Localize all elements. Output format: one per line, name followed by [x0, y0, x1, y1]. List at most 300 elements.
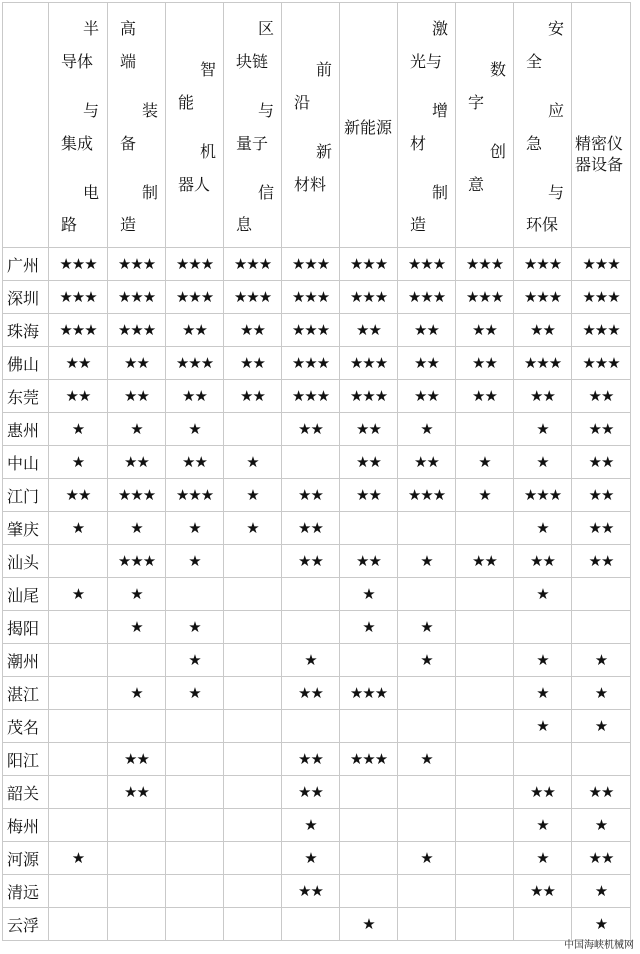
- table-row: [3, 248, 631, 281]
- rating-cell-precision-instruments: ★★★: [572, 248, 631, 281]
- header-text-segment: 信: [258, 183, 275, 202]
- rating-cell-digital-creative: [456, 578, 514, 611]
- rating-cell-digital-creative: ★★★: [456, 281, 514, 314]
- table-row: [3, 743, 631, 776]
- header-precision-instruments: [572, 3, 631, 248]
- city-name: 肇庆: [3, 512, 49, 545]
- rating-cell-new-energy: ★★★: [340, 677, 398, 710]
- rating-cell-new-energy: ★★★: [340, 248, 398, 281]
- rating-cell-laser-additive: [398, 677, 456, 710]
- table-row: [3, 413, 631, 446]
- rating-cell-laser-additive: ★: [398, 743, 456, 776]
- rating-cell-high-end-equipment: ★: [108, 578, 166, 611]
- rating-cell-safety-emergency-env: ★★: [514, 776, 572, 809]
- table-row: [3, 875, 631, 908]
- rating-cell-digital-creative: [456, 644, 514, 677]
- rating-cell-laser-additive: ★★: [398, 314, 456, 347]
- rating-cell-digital-creative: ★: [456, 446, 514, 479]
- rating-cell-new-energy: ★★: [340, 413, 398, 446]
- rating-cell-safety-emergency-env: ★: [514, 512, 572, 545]
- rating-cell-blockchain-quantum: [224, 413, 282, 446]
- rating-cell-new-energy: ★: [340, 611, 398, 644]
- city-name: 广州: [3, 248, 49, 281]
- rating-cell-laser-additive: [398, 908, 456, 941]
- table-row: [3, 446, 631, 479]
- header-text-segment: 前: [316, 60, 333, 79]
- table-row: [3, 314, 631, 347]
- rating-cell-advanced-materials: ★★: [282, 479, 340, 512]
- rating-cell-blockchain-quantum: [224, 545, 282, 578]
- rating-cell-laser-additive: ★★: [398, 446, 456, 479]
- rating-cell-high-end-equipment: [108, 908, 166, 941]
- rating-cell-precision-instruments: ★: [572, 809, 631, 842]
- rating-cell-laser-additive: ★★★: [398, 248, 456, 281]
- rating-cell-new-energy: [340, 710, 398, 743]
- rating-cell-new-energy: [340, 776, 398, 809]
- city-name: 清远: [3, 875, 49, 908]
- rating-cell-smart-robot: ★★★: [166, 347, 224, 380]
- header-row: [3, 3, 631, 248]
- rating-cell-new-energy: ★: [340, 908, 398, 941]
- header-high-end-equipment: [108, 3, 166, 248]
- table-row: [3, 512, 631, 545]
- rating-cell-semiconductor-ic: [49, 743, 108, 776]
- rating-cell-safety-emergency-env: ★: [514, 710, 572, 743]
- rating-cell-precision-instruments: ★★★: [572, 281, 631, 314]
- header-text-segment: 材: [410, 134, 427, 153]
- rating-cell-smart-robot: [166, 743, 224, 776]
- rating-cell-advanced-materials: [282, 578, 340, 611]
- city-name: 汕尾: [3, 578, 49, 611]
- rating-cell-digital-creative: ★: [456, 479, 514, 512]
- rating-cell-high-end-equipment: ★: [108, 611, 166, 644]
- rating-cell-precision-instruments: ★: [572, 644, 631, 677]
- rating-cell-laser-additive: ★: [398, 644, 456, 677]
- rating-cell-semiconductor-ic: ★★: [49, 347, 108, 380]
- rating-cell-digital-creative: [456, 842, 514, 875]
- rating-cell-digital-creative: ★★: [456, 347, 514, 380]
- rating-cell-safety-emergency-env: ★: [514, 446, 572, 479]
- header-text-segment: 量子: [236, 134, 269, 153]
- rating-cell-blockchain-quantum: [224, 578, 282, 611]
- rating-cell-semiconductor-ic: ★: [49, 446, 108, 479]
- rating-cell-precision-instruments: ★★: [572, 842, 631, 875]
- header-text-segment: 装: [142, 101, 159, 120]
- rating-cell-laser-additive: ★: [398, 545, 456, 578]
- header-text-segment: 集成: [61, 134, 94, 153]
- rating-cell-safety-emergency-env: ★: [514, 842, 572, 875]
- rating-cell-semiconductor-ic: [49, 710, 108, 743]
- city-name: 深圳: [3, 281, 49, 314]
- table-row: [3, 281, 631, 314]
- rating-cell-safety-emergency-env: ★★: [514, 314, 572, 347]
- city-name: 佛山: [3, 347, 49, 380]
- table-row: [3, 809, 631, 842]
- rating-cell-laser-additive: ★★: [398, 347, 456, 380]
- rating-cell-advanced-materials: ★★: [282, 875, 340, 908]
- city-name: 河源: [3, 842, 49, 875]
- rating-cell-blockchain-quantum: ★★★: [224, 281, 282, 314]
- rating-cell-precision-instruments: ★: [572, 710, 631, 743]
- rating-cell-smart-robot: ★★★: [166, 281, 224, 314]
- rating-cell-semiconductor-ic: ★: [49, 578, 108, 611]
- city-name: 东莞: [3, 380, 49, 413]
- rating-cell-advanced-materials: [282, 446, 340, 479]
- city-name: 湛江: [3, 677, 49, 710]
- header-corner-cell: [3, 3, 49, 248]
- rating-cell-blockchain-quantum: ★★: [224, 380, 282, 413]
- rating-cell-high-end-equipment: ★★: [108, 776, 166, 809]
- header-text-segment: 沿: [294, 93, 311, 112]
- rating-cell-digital-creative: [456, 809, 514, 842]
- rating-cell-high-end-equipment: [108, 809, 166, 842]
- table-row: [3, 776, 631, 809]
- rating-cell-high-end-equipment: ★★★: [108, 314, 166, 347]
- rating-cell-precision-instruments: ★★★: [572, 347, 631, 380]
- rating-cell-blockchain-quantum: [224, 644, 282, 677]
- header-text-segment: 机: [200, 142, 217, 161]
- rating-cell-high-end-equipment: ★★★: [108, 479, 166, 512]
- header-advanced-materials: [282, 3, 340, 248]
- rating-cell-smart-robot: [166, 875, 224, 908]
- rating-cell-smart-robot: [166, 842, 224, 875]
- rating-cell-high-end-equipment: ★★★: [108, 281, 166, 314]
- header-text-segment: 半: [83, 19, 100, 38]
- rating-cell-precision-instruments: ★★: [572, 512, 631, 545]
- rating-cell-advanced-materials: ★: [282, 644, 340, 677]
- rating-cell-digital-creative: [456, 743, 514, 776]
- rating-cell-digital-creative: [456, 677, 514, 710]
- rating-cell-safety-emergency-env: ★★★: [514, 281, 572, 314]
- rating-cell-advanced-materials: ★★★: [282, 380, 340, 413]
- rating-cell-safety-emergency-env: ★★★: [514, 347, 572, 380]
- header-text-segment: 高: [120, 19, 137, 38]
- rating-cell-precision-instruments: ★: [572, 875, 631, 908]
- header-text-segment: 应: [548, 101, 565, 120]
- city-name: 茂名: [3, 710, 49, 743]
- rating-cell-safety-emergency-env: ★★: [514, 545, 572, 578]
- rating-cell-advanced-materials: ★: [282, 842, 340, 875]
- rating-cell-semiconductor-ic: [49, 545, 108, 578]
- rating-cell-blockchain-quantum: [224, 611, 282, 644]
- city-name: 云浮: [3, 908, 49, 941]
- rating-cell-high-end-equipment: ★★: [108, 743, 166, 776]
- header-text-segment: 激: [432, 19, 449, 38]
- rating-cell-high-end-equipment: ★★: [108, 446, 166, 479]
- rating-cell-high-end-equipment: ★★: [108, 347, 166, 380]
- header-text-segment: 新: [316, 142, 333, 161]
- header-text-segment: 环保: [526, 215, 559, 234]
- rating-cell-safety-emergency-env: ★: [514, 413, 572, 446]
- city-name: 中山: [3, 446, 49, 479]
- rating-cell-precision-instruments: ★★: [572, 380, 631, 413]
- rating-cell-digital-creative: ★★★: [456, 248, 514, 281]
- rating-cell-precision-instruments: [572, 578, 631, 611]
- rating-cell-safety-emergency-env: [514, 908, 572, 941]
- rating-cell-digital-creative: [456, 908, 514, 941]
- rating-cell-safety-emergency-env: [514, 611, 572, 644]
- rating-cell-new-energy: ★★★: [340, 347, 398, 380]
- rating-cell-blockchain-quantum: ★: [224, 512, 282, 545]
- rating-cell-high-end-equipment: ★: [108, 677, 166, 710]
- rating-cell-advanced-materials: ★★★: [282, 314, 340, 347]
- rating-cell-smart-robot: [166, 578, 224, 611]
- rating-cell-advanced-materials: ★★★: [282, 248, 340, 281]
- rating-cell-semiconductor-ic: ★: [49, 413, 108, 446]
- rating-cell-digital-creative: [456, 413, 514, 446]
- rating-cell-blockchain-quantum: [224, 677, 282, 710]
- rating-cell-safety-emergency-env: ★: [514, 677, 572, 710]
- rating-cell-smart-robot: ★★: [166, 380, 224, 413]
- rating-cell-semiconductor-ic: [49, 809, 108, 842]
- header-laser-additive: [398, 3, 456, 248]
- header-text-segment: 息: [236, 215, 253, 234]
- rating-cell-new-energy: [340, 842, 398, 875]
- header-text-segment: 路: [61, 215, 78, 234]
- rating-cell-new-energy: ★: [340, 578, 398, 611]
- rating-cell-smart-robot: ★★: [166, 446, 224, 479]
- rating-cell-blockchain-quantum: ★★: [224, 314, 282, 347]
- rating-cell-smart-robot: ★: [166, 644, 224, 677]
- table-row: [3, 710, 631, 743]
- rating-cell-new-energy: ★★★: [340, 743, 398, 776]
- rating-cell-advanced-materials: [282, 611, 340, 644]
- table-row: [3, 347, 631, 380]
- rating-cell-advanced-materials: ★★: [282, 545, 340, 578]
- rating-cell-semiconductor-ic: ★: [49, 842, 108, 875]
- header-text-segment: 增: [432, 101, 449, 120]
- header-text-segment: 块链: [236, 52, 269, 71]
- rating-cell-safety-emergency-env: ★★: [514, 875, 572, 908]
- watermark-text: 中国海峡机械网: [564, 940, 634, 951]
- rating-cell-new-energy: [340, 809, 398, 842]
- header-text-segment: 数: [490, 60, 507, 79]
- rating-cell-precision-instruments: ★★: [572, 545, 631, 578]
- header-text-segment: 安: [548, 19, 565, 38]
- rating-cell-new-energy: ★★: [340, 479, 398, 512]
- rating-cell-blockchain-quantum: ★★: [224, 347, 282, 380]
- rating-cell-digital-creative: ★★: [456, 545, 514, 578]
- rating-cell-precision-instruments: [572, 743, 631, 776]
- rating-cell-blockchain-quantum: [224, 875, 282, 908]
- header-text-segment: 字: [468, 93, 485, 112]
- rating-cell-new-energy: ★★★: [340, 380, 398, 413]
- header-text-segment: 器人: [178, 175, 211, 194]
- rating-cell-smart-robot: [166, 710, 224, 743]
- rating-cell-high-end-equipment: [108, 842, 166, 875]
- rating-cell-safety-emergency-env: ★: [514, 578, 572, 611]
- city-name: 惠州: [3, 413, 49, 446]
- city-name: 江门: [3, 479, 49, 512]
- header-text-segment: 造: [120, 215, 137, 234]
- rating-cell-safety-emergency-env: [514, 743, 572, 776]
- rating-cell-laser-additive: ★★: [398, 380, 456, 413]
- rating-cell-new-energy: ★★: [340, 545, 398, 578]
- rating-cell-semiconductor-ic: [49, 644, 108, 677]
- rating-cell-advanced-materials: ★★: [282, 743, 340, 776]
- rating-cell-blockchain-quantum: [224, 809, 282, 842]
- rating-cell-smart-robot: ★: [166, 413, 224, 446]
- header-blockchain-quantum: [224, 3, 282, 248]
- rating-cell-digital-creative: [456, 611, 514, 644]
- rating-cell-semiconductor-ic: ★★★: [49, 314, 108, 347]
- rating-cell-high-end-equipment: ★: [108, 413, 166, 446]
- rating-cell-precision-instruments: ★★: [572, 446, 631, 479]
- rating-cell-safety-emergency-env: ★★: [514, 380, 572, 413]
- rating-cell-semiconductor-ic: ★★: [49, 479, 108, 512]
- rating-cell-advanced-materials: ★★★: [282, 281, 340, 314]
- rating-cell-laser-additive: [398, 776, 456, 809]
- rating-cell-digital-creative: ★★: [456, 314, 514, 347]
- rating-cell-precision-instruments: ★★: [572, 413, 631, 446]
- city-name: 珠海: [3, 314, 49, 347]
- table-row: [3, 677, 631, 710]
- header-text-segment: 端: [120, 52, 137, 71]
- rating-cell-new-energy: [340, 512, 398, 545]
- rating-cell-advanced-materials: ★★: [282, 413, 340, 446]
- rating-cell-precision-instruments: ★★: [572, 479, 631, 512]
- city-name: 韶关: [3, 776, 49, 809]
- rating-cell-semiconductor-ic: [49, 776, 108, 809]
- header-safety-emergency-env: [514, 3, 572, 248]
- header-text-segment: 精密仪: [575, 134, 624, 153]
- city-name: 阳江: [3, 743, 49, 776]
- rating-cell-new-energy: ★★★: [340, 281, 398, 314]
- rating-cell-laser-additive: [398, 710, 456, 743]
- header-new-energy: [340, 3, 398, 248]
- table-row: [3, 479, 631, 512]
- header-text-segment: 与: [548, 183, 565, 202]
- rating-cell-precision-instruments: ★: [572, 908, 631, 941]
- city-name: 潮州: [3, 644, 49, 677]
- table-body: [3, 248, 631, 941]
- rating-cell-digital-creative: [456, 512, 514, 545]
- rating-cell-smart-robot: ★: [166, 545, 224, 578]
- rating-cell-advanced-materials: [282, 908, 340, 941]
- rating-cell-semiconductor-ic: [49, 875, 108, 908]
- rating-cell-smart-robot: ★★★: [166, 479, 224, 512]
- rating-cell-blockchain-quantum: ★: [224, 446, 282, 479]
- header-text-segment: 智: [200, 60, 217, 79]
- rating-cell-blockchain-quantum: [224, 776, 282, 809]
- table-row: [3, 545, 631, 578]
- table-row: [3, 380, 631, 413]
- rating-cell-laser-additive: [398, 512, 456, 545]
- header-text-segment: 与: [258, 101, 275, 120]
- header-text-segment: 与: [83, 101, 100, 120]
- rating-cell-semiconductor-ic: [49, 908, 108, 941]
- header-text-segment: 电: [83, 183, 100, 202]
- header-text-segment: 造: [410, 215, 427, 234]
- rating-cell-high-end-equipment: [108, 644, 166, 677]
- rating-cell-laser-additive: [398, 578, 456, 611]
- rating-cell-semiconductor-ic: ★★★: [49, 248, 108, 281]
- rating-cell-advanced-materials: ★★: [282, 677, 340, 710]
- rating-cell-smart-robot: [166, 776, 224, 809]
- rating-cell-high-end-equipment: ★: [108, 512, 166, 545]
- rating-cell-safety-emergency-env: ★: [514, 809, 572, 842]
- rating-cell-precision-instruments: ★★★: [572, 314, 631, 347]
- rating-cell-blockchain-quantum: [224, 710, 282, 743]
- header-text-segment: 制: [142, 183, 159, 202]
- rating-cell-high-end-equipment: ★★: [108, 380, 166, 413]
- rating-cell-semiconductor-ic: [49, 677, 108, 710]
- rating-cell-advanced-materials: ★★: [282, 776, 340, 809]
- rating-cell-high-end-equipment: ★★★: [108, 248, 166, 281]
- header-text-segment: 导体: [61, 52, 94, 71]
- header-text-segment: 材料: [294, 175, 327, 194]
- rating-cell-blockchain-quantum: ★: [224, 479, 282, 512]
- header-text-segment: 区: [258, 19, 275, 38]
- rating-cell-smart-robot: ★★★: [166, 248, 224, 281]
- city-name: 梅州: [3, 809, 49, 842]
- rating-cell-new-energy: ★★: [340, 314, 398, 347]
- rating-cell-semiconductor-ic: ★★: [49, 380, 108, 413]
- city-name: 揭阳: [3, 611, 49, 644]
- table-row: [3, 611, 631, 644]
- header-digital-creative: [456, 3, 514, 248]
- table-row: [3, 908, 631, 941]
- header-text-segment: 新能源: [344, 118, 393, 137]
- header-text-segment: 急: [526, 134, 543, 153]
- rating-cell-smart-robot: [166, 809, 224, 842]
- rating-cell-new-energy: ★★: [340, 446, 398, 479]
- rating-cell-digital-creative: [456, 776, 514, 809]
- rating-cell-blockchain-quantum: ★★★: [224, 248, 282, 281]
- header-text-segment: 制: [432, 183, 449, 202]
- rating-cell-precision-instruments: ★★: [572, 776, 631, 809]
- rating-cell-safety-emergency-env: ★: [514, 644, 572, 677]
- rating-cell-laser-additive: ★★★: [398, 479, 456, 512]
- rating-cell-semiconductor-ic: [49, 611, 108, 644]
- rating-cell-smart-robot: ★★: [166, 314, 224, 347]
- industry-rating-table: [2, 2, 631, 941]
- rating-cell-blockchain-quantum: [224, 842, 282, 875]
- rating-cell-safety-emergency-env: ★★★: [514, 479, 572, 512]
- rating-cell-laser-additive: [398, 809, 456, 842]
- rating-cell-new-energy: [340, 644, 398, 677]
- city-name: 汕头: [3, 545, 49, 578]
- rating-cell-smart-robot: ★: [166, 611, 224, 644]
- header-text-segment: 器设备: [575, 155, 624, 174]
- header-semiconductor-ic: [49, 3, 108, 248]
- rating-cell-smart-robot: ★: [166, 512, 224, 545]
- rating-cell-digital-creative: ★★: [456, 380, 514, 413]
- rating-cell-laser-additive: ★: [398, 842, 456, 875]
- rating-cell-semiconductor-ic: ★★★: [49, 281, 108, 314]
- header-text-segment: 全: [526, 52, 543, 71]
- rating-cell-laser-additive: ★: [398, 611, 456, 644]
- rating-cell-smart-robot: [166, 908, 224, 941]
- rating-cell-advanced-materials: ★★★: [282, 347, 340, 380]
- rating-cell-new-energy: [340, 875, 398, 908]
- header-text-segment: 创: [490, 142, 507, 161]
- header-text-segment: 备: [120, 134, 137, 153]
- rating-cell-precision-instruments: [572, 611, 631, 644]
- rating-cell-safety-emergency-env: ★★★: [514, 248, 572, 281]
- rating-cell-digital-creative: [456, 710, 514, 743]
- rating-cell-high-end-equipment: [108, 710, 166, 743]
- rating-cell-blockchain-quantum: [224, 908, 282, 941]
- rating-cell-semiconductor-ic: ★: [49, 512, 108, 545]
- header-text-segment: 能: [178, 93, 195, 112]
- rating-cell-laser-additive: [398, 875, 456, 908]
- header-text-segment: 光与: [410, 52, 443, 71]
- table-row: [3, 578, 631, 611]
- rating-cell-digital-creative: [456, 875, 514, 908]
- rating-cell-advanced-materials: ★: [282, 809, 340, 842]
- rating-cell-precision-instruments: ★: [572, 677, 631, 710]
